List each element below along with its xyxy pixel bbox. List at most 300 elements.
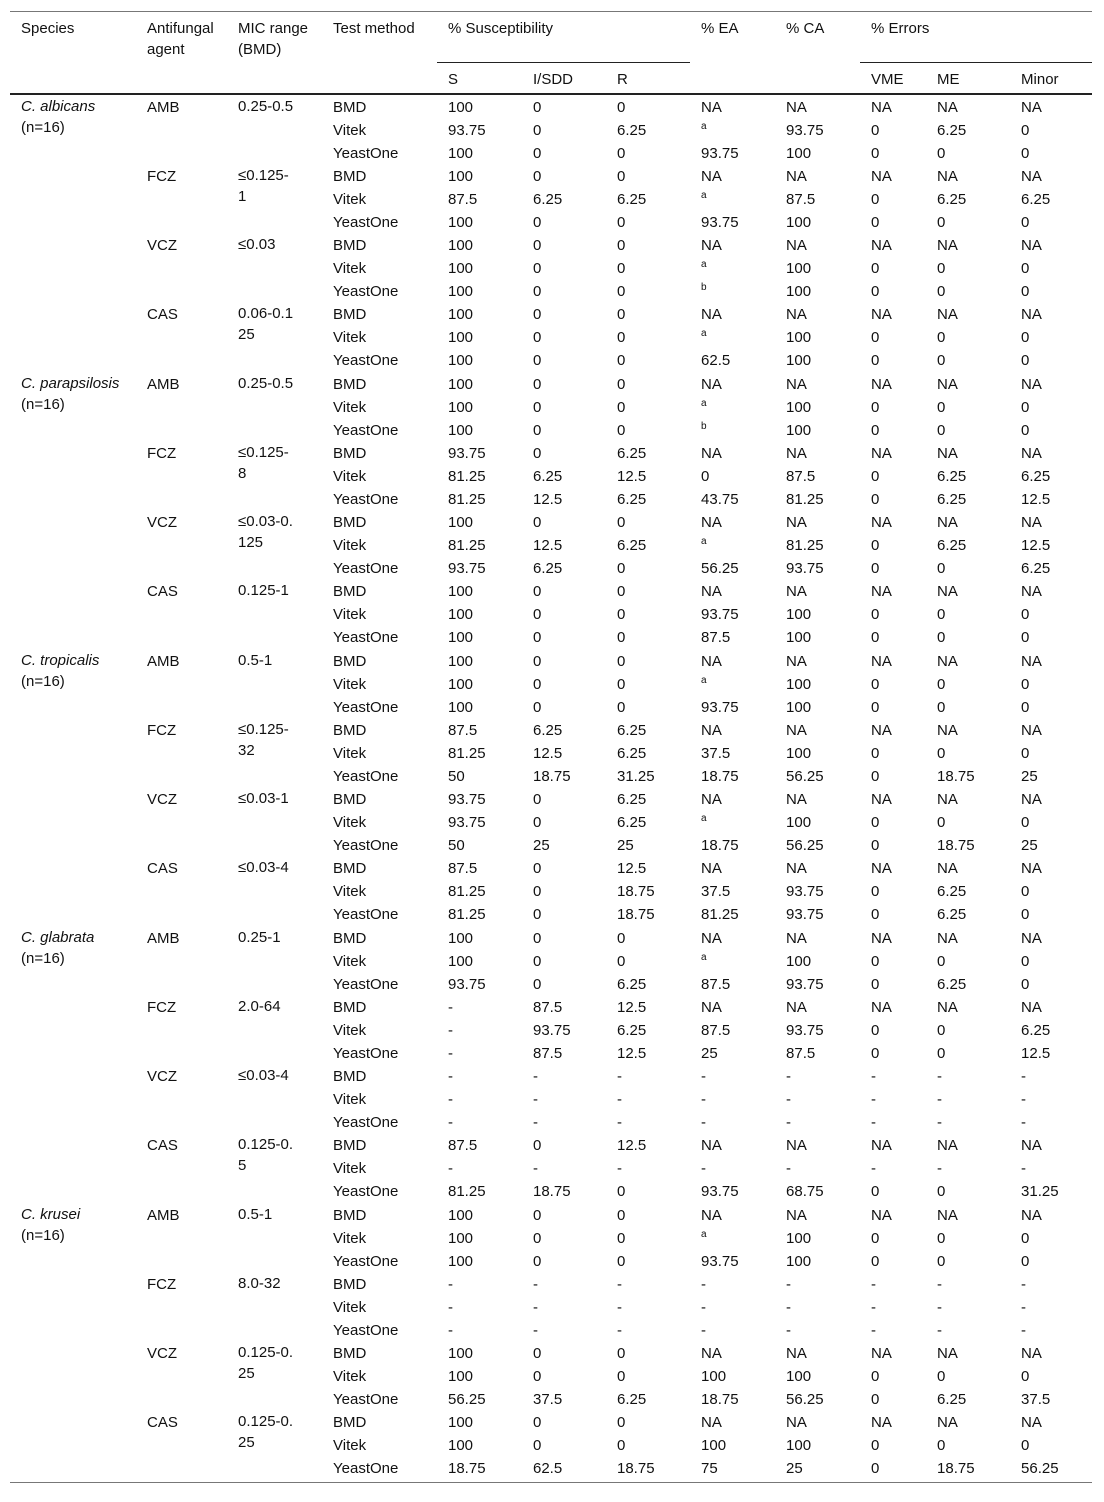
- value-cell: 0: [533, 606, 542, 623]
- species-count: (n=16): [21, 396, 65, 413]
- value-cell: NA: [701, 930, 722, 947]
- value-cell: -: [448, 1022, 453, 1039]
- mic-range-cell: 0.25-0.5: [238, 375, 294, 392]
- value-cell: -: [448, 1114, 453, 1131]
- method-cell: YeastOne: [333, 283, 399, 300]
- value-cell: 6.25: [1021, 560, 1051, 577]
- method-cell: Vitek: [333, 953, 367, 970]
- value-cell: -: [1021, 1068, 1027, 1085]
- agent-cell: VCZ: [147, 1068, 177, 1085]
- value-cell: 6.25: [937, 1391, 967, 1408]
- value-cell: 0: [871, 883, 880, 900]
- value-cell: [690, 1227, 775, 1250]
- header-method: Test method: [322, 12, 437, 95]
- mic-range-cell: 0.125-0.25: [238, 1344, 294, 1382]
- species-cell: [10, 94, 136, 372]
- agent-cell: CAS: [147, 1414, 178, 1431]
- agent-cell: CAS: [147, 1137, 178, 1154]
- value-cell: 0: [533, 376, 542, 393]
- value-cell: 0: [871, 422, 880, 439]
- value-cell: NA: [786, 1414, 807, 1431]
- value-cell: 18.75: [448, 1460, 486, 1477]
- value-cell: 87.5: [448, 191, 478, 208]
- table-row: [10, 511, 1092, 534]
- value-cell: 0: [1021, 699, 1030, 716]
- table-body: [10, 94, 1092, 1483]
- method-cell: BMD: [333, 1207, 367, 1224]
- value-cell: 93.75: [701, 606, 739, 623]
- value-cell: NA: [701, 722, 722, 739]
- value-cell: 0: [871, 145, 880, 162]
- method-cell: YeastOne: [333, 629, 399, 646]
- mic-range-cell: 0.25-0.5: [238, 98, 294, 115]
- value-cell: 12.5: [533, 537, 563, 554]
- value-cell: NA: [937, 99, 958, 116]
- value-cell: -: [1021, 1276, 1027, 1293]
- value-cell: 100: [786, 1437, 812, 1454]
- value-cell: 6.25: [617, 814, 647, 831]
- value-cell: NA: [786, 930, 807, 947]
- value-cell: 18.75: [701, 768, 739, 785]
- value-cell: 0: [617, 953, 626, 970]
- value-cell: NA: [871, 445, 892, 462]
- value-cell: 68.75: [786, 1183, 824, 1200]
- mic-range-cell: ≤0.03-0.125: [238, 513, 293, 551]
- agent-cell: VCZ: [147, 791, 177, 808]
- value-cell: 6.25: [1021, 191, 1051, 208]
- method-cell: YeastOne: [333, 976, 399, 993]
- value-cell: NA: [701, 306, 722, 323]
- value-cell: -: [786, 1299, 792, 1316]
- value-cell: 100: [448, 1345, 474, 1362]
- value-cell: [690, 534, 775, 557]
- value-cell: 0: [533, 653, 542, 670]
- value-cell: 87.5: [701, 976, 731, 993]
- value-cell: -: [786, 1322, 792, 1339]
- value-cell: 93.75: [786, 1022, 824, 1039]
- agent-cell: AMB: [147, 653, 180, 670]
- value-cell: 0: [871, 329, 880, 346]
- value-cell: 0: [617, 930, 626, 947]
- value-cell: 0: [533, 930, 542, 947]
- value-cell: -: [617, 1299, 622, 1316]
- value-cell: -: [786, 1114, 792, 1131]
- value-cell: 0: [617, 214, 626, 231]
- value-cell: 12.5: [617, 999, 647, 1016]
- value-cell: -: [701, 1091, 707, 1108]
- value-cell: 0: [533, 699, 542, 716]
- value-cell: 0: [871, 1183, 880, 1200]
- value-cell: 0: [1021, 976, 1030, 993]
- value-cell: 12.5: [617, 1137, 647, 1154]
- method-cell: Vitek: [333, 606, 367, 623]
- method-cell: Vitek: [333, 191, 367, 208]
- value-cell: 0: [871, 468, 880, 485]
- value-cell: 0: [617, 560, 626, 577]
- header-minor: Minor: [1010, 63, 1092, 95]
- value-cell: 6.25: [617, 791, 647, 808]
- value-cell: NA: [786, 653, 807, 670]
- value-cell: 100: [448, 514, 474, 531]
- value-cell: NA: [937, 306, 958, 323]
- value-cell: 0: [533, 791, 542, 808]
- value-cell: NA: [937, 1207, 958, 1224]
- value-cell: [690, 950, 775, 973]
- value-cell: 0: [871, 768, 880, 785]
- value-cell: NA: [1021, 376, 1042, 393]
- footnote-mark: a: [701, 328, 707, 339]
- species-name: C. tropicalis: [21, 652, 100, 669]
- value-cell: 6.25: [533, 722, 563, 739]
- value-cell: 0: [617, 1437, 626, 1454]
- value-cell: 100: [448, 306, 474, 323]
- value-cell: 100: [786, 1230, 812, 1247]
- value-cell: NA: [786, 99, 807, 116]
- table-row: [10, 165, 1092, 188]
- value-cell: 0: [617, 399, 626, 416]
- species-count: (n=16): [21, 119, 65, 136]
- header-errors: % Errors: [860, 12, 1092, 63]
- value-cell: 100: [786, 629, 812, 646]
- value-cell: 56.25: [786, 837, 824, 854]
- value-cell: 6.25: [937, 906, 967, 923]
- method-cell: BMD: [333, 1414, 367, 1431]
- footnote-mark: a: [701, 259, 707, 270]
- value-cell: 0: [533, 145, 542, 162]
- method-cell: YeastOne: [333, 1391, 399, 1408]
- value-cell: [690, 257, 775, 280]
- method-cell: Vitek: [333, 814, 367, 831]
- value-cell: 0: [871, 352, 880, 369]
- value-cell: NA: [701, 445, 722, 462]
- value-cell: -: [448, 999, 453, 1016]
- value-cell: 0: [617, 699, 626, 716]
- value-cell: NA: [871, 722, 892, 739]
- value-cell: 0: [1021, 883, 1030, 900]
- value-cell: 87.5: [786, 191, 816, 208]
- value-cell: NA: [937, 1137, 958, 1154]
- value-cell: NA: [786, 168, 807, 185]
- method-cell: BMD: [333, 722, 367, 739]
- value-cell: 0: [701, 468, 710, 485]
- header-agent: Antifungal agent: [136, 12, 227, 95]
- method-cell: YeastOne: [333, 1460, 399, 1477]
- value-cell: 6.25: [617, 745, 647, 762]
- value-cell: 0: [533, 329, 542, 346]
- method-cell: Vitek: [333, 1022, 367, 1039]
- footnote-mark: a: [701, 398, 707, 409]
- value-cell: 0: [617, 1368, 626, 1385]
- value-cell: 93.75: [448, 560, 486, 577]
- value-cell: 100: [448, 606, 474, 623]
- value-cell: -: [937, 1276, 943, 1293]
- value-cell: 100: [786, 953, 812, 970]
- species-name: C. glabrata: [21, 929, 95, 946]
- method-cell: BMD: [333, 168, 367, 185]
- value-cell: 0: [1021, 329, 1030, 346]
- value-cell: 0: [937, 1183, 946, 1200]
- header-ca: % CA: [775, 12, 860, 95]
- value-cell: -: [786, 1091, 792, 1108]
- footnote-mark: b: [701, 282, 707, 293]
- value-cell: 0: [871, 1045, 880, 1062]
- value-cell: 6.25: [617, 976, 647, 993]
- value-cell: 0: [617, 514, 626, 531]
- value-cell: NA: [1021, 306, 1042, 323]
- value-cell: 6.25: [617, 191, 647, 208]
- table-row: [10, 234, 1092, 257]
- method-cell: YeastOne: [333, 1045, 399, 1062]
- method-cell: Vitek: [333, 537, 367, 554]
- table-row: [10, 719, 1092, 742]
- value-cell: 0: [871, 1368, 880, 1385]
- value-cell: NA: [701, 583, 722, 600]
- value-cell: 0: [617, 352, 626, 369]
- mic-range-cell: ≤0.125-8: [238, 444, 289, 482]
- agent-cell: AMB: [147, 1207, 180, 1224]
- value-cell: 0: [617, 99, 626, 116]
- value-cell: 0: [937, 1437, 946, 1454]
- value-cell: 100: [448, 1207, 474, 1224]
- header-me: ME: [926, 63, 1010, 95]
- value-cell: 100: [786, 214, 812, 231]
- value-cell: NA: [786, 1137, 807, 1154]
- value-cell: NA: [786, 999, 807, 1016]
- value-cell: NA: [786, 722, 807, 739]
- value-cell: 93.75: [786, 883, 824, 900]
- value-cell: 0: [871, 191, 880, 208]
- value-cell: -: [1021, 1322, 1027, 1339]
- value-cell: 100: [786, 145, 812, 162]
- value-cell: 0: [533, 629, 542, 646]
- value-cell: 93.75: [448, 814, 486, 831]
- value-cell: 31.25: [1021, 1183, 1059, 1200]
- value-cell: NA: [871, 376, 892, 393]
- value-cell: NA: [871, 306, 892, 323]
- value-cell: 12.5: [533, 745, 563, 762]
- value-cell: NA: [786, 306, 807, 323]
- value-cell: 100: [448, 653, 474, 670]
- value-cell: 0: [871, 491, 880, 508]
- header-susceptibility: % Susceptibility: [437, 12, 690, 63]
- value-cell: NA: [937, 860, 958, 877]
- method-cell: BMD: [333, 1345, 367, 1362]
- value-cell: 100: [448, 583, 474, 600]
- value-cell: 0: [533, 906, 542, 923]
- value-cell: 6.25: [937, 122, 967, 139]
- value-cell: 100: [786, 283, 812, 300]
- value-cell: 0: [533, 122, 542, 139]
- method-cell: YeastOne: [333, 214, 399, 231]
- value-cell: 0: [533, 1414, 542, 1431]
- value-cell: 0: [617, 329, 626, 346]
- value-cell: 56.25: [448, 1391, 486, 1408]
- value-cell: NA: [701, 514, 722, 531]
- value-cell: 81.25: [786, 537, 824, 554]
- method-cell: BMD: [333, 930, 367, 947]
- value-cell: NA: [701, 237, 722, 254]
- value-cell: 81.25: [701, 906, 739, 923]
- value-cell: 100: [448, 283, 474, 300]
- value-cell: 56.25: [786, 1391, 824, 1408]
- method-cell: YeastOne: [333, 768, 399, 785]
- value-cell: 6.25: [617, 1022, 647, 1039]
- value-cell: NA: [871, 999, 892, 1016]
- value-cell: 100: [786, 352, 812, 369]
- value-cell: NA: [937, 722, 958, 739]
- value-cell: 81.25: [448, 906, 486, 923]
- value-cell: 0: [617, 1253, 626, 1270]
- value-cell: 0: [871, 814, 880, 831]
- value-cell: NA: [937, 445, 958, 462]
- value-cell: NA: [701, 1414, 722, 1431]
- value-cell: 100: [448, 629, 474, 646]
- value-cell: -: [533, 1160, 538, 1177]
- value-cell: 0: [1021, 260, 1030, 277]
- table-row: [10, 857, 1092, 880]
- value-cell: 100: [786, 676, 812, 693]
- value-cell: NA: [786, 1345, 807, 1362]
- value-cell: NA: [871, 860, 892, 877]
- value-cell: NA: [937, 1345, 958, 1362]
- mic-range-cell: 0.125-0.25: [238, 1413, 294, 1451]
- value-cell: 0: [871, 1437, 880, 1454]
- species-count: (n=16): [21, 673, 65, 690]
- method-cell: YeastOne: [333, 837, 399, 854]
- value-cell: 18.75: [701, 837, 739, 854]
- method-cell: BMD: [333, 445, 367, 462]
- value-cell: 0: [1021, 906, 1030, 923]
- value-cell: 0: [617, 1183, 626, 1200]
- value-cell: 0: [871, 260, 880, 277]
- value-cell: 100: [448, 1437, 474, 1454]
- method-cell: BMD: [333, 99, 367, 116]
- value-cell: 6.25: [533, 468, 563, 485]
- value-cell: -: [871, 1276, 877, 1293]
- value-cell: 75: [701, 1460, 718, 1477]
- value-cell: 0: [937, 399, 946, 416]
- agent-cell: AMB: [147, 99, 180, 116]
- value-cell: 0: [1021, 399, 1030, 416]
- method-cell: Vitek: [333, 399, 367, 416]
- value-cell: 0: [533, 168, 542, 185]
- value-cell: NA: [871, 1137, 892, 1154]
- value-cell: -: [448, 1322, 453, 1339]
- value-cell: 0: [937, 629, 946, 646]
- value-cell: 6.25: [1021, 468, 1051, 485]
- value-cell: 12.5: [533, 491, 563, 508]
- value-cell: 62.5: [533, 1460, 563, 1477]
- value-cell: 100: [786, 699, 812, 716]
- method-cell: YeastOne: [333, 1114, 399, 1131]
- value-cell: 0: [617, 583, 626, 600]
- value-cell: 100: [448, 214, 474, 231]
- value-cell: NA: [937, 1414, 958, 1431]
- table-row: [10, 442, 1092, 465]
- value-cell: 0: [1021, 1437, 1030, 1454]
- value-cell: 100: [786, 260, 812, 277]
- value-cell: 37.5: [533, 1391, 563, 1408]
- value-cell: 0: [871, 953, 880, 970]
- value-cell: NA: [701, 1207, 722, 1224]
- value-cell: 0: [617, 676, 626, 693]
- value-cell: 100: [448, 145, 474, 162]
- value-cell: 0: [533, 399, 542, 416]
- value-cell: 100: [786, 1253, 812, 1270]
- value-cell: 56.25: [786, 768, 824, 785]
- mic-range-cell: 0.125-1: [238, 582, 289, 599]
- mic-range-cell: 0.5-1: [238, 652, 273, 669]
- value-cell: 0: [937, 352, 946, 369]
- table-row: [10, 1134, 1092, 1157]
- value-cell: 0: [533, 1230, 542, 1247]
- value-cell: NA: [701, 1345, 722, 1362]
- value-cell: 0: [533, 883, 542, 900]
- value-cell: 0: [533, 1137, 542, 1154]
- value-cell: -: [871, 1091, 877, 1108]
- value-cell: 12.5: [617, 1045, 647, 1062]
- mic-range-cell: ≤0.03-4: [238, 859, 289, 876]
- footnote-mark: a: [701, 1229, 707, 1240]
- value-cell: 87.5: [533, 999, 563, 1016]
- value-cell: 0: [617, 422, 626, 439]
- value-cell: 100: [448, 699, 474, 716]
- method-cell: BMD: [333, 237, 367, 254]
- value-cell: 6.25: [937, 976, 967, 993]
- value-cell: 0: [617, 145, 626, 162]
- method-cell: Vitek: [333, 329, 367, 346]
- value-cell: NA: [701, 168, 722, 185]
- value-cell: 12.5: [617, 468, 647, 485]
- mic-range-cell: ≤0.03-1: [238, 790, 289, 807]
- value-cell: -: [1021, 1114, 1027, 1131]
- footnote-mark: a: [701, 190, 707, 201]
- value-cell: 0: [617, 260, 626, 277]
- value-cell: -: [533, 1322, 538, 1339]
- value-cell: 100: [448, 953, 474, 970]
- method-cell: Vitek: [333, 745, 367, 762]
- method-cell: BMD: [333, 791, 367, 808]
- value-cell: -: [533, 1091, 538, 1108]
- value-cell: 93.75: [786, 976, 824, 993]
- value-cell: 100: [448, 1253, 474, 1270]
- value-cell: NA: [786, 445, 807, 462]
- value-cell: 56.25: [1021, 1460, 1059, 1477]
- value-cell: 81.25: [448, 468, 486, 485]
- header-species: Species: [10, 12, 136, 95]
- agent-cell: FCZ: [147, 445, 177, 462]
- footnote-mark: b: [701, 421, 707, 432]
- value-cell: NA: [701, 653, 722, 670]
- value-cell: 25: [617, 837, 634, 854]
- agent-cell: CAS: [147, 583, 178, 600]
- mic-range-cell: 0.125-0.5: [238, 1136, 294, 1174]
- value-cell: 0: [533, 306, 542, 323]
- value-cell: 0: [533, 352, 542, 369]
- value-cell: 0: [1021, 745, 1030, 762]
- header-r: R: [606, 63, 690, 95]
- value-cell: 6.25: [937, 537, 967, 554]
- method-cell: YeastOne: [333, 145, 399, 162]
- value-cell: 0: [617, 376, 626, 393]
- value-cell: NA: [701, 1137, 722, 1154]
- value-cell: 100: [448, 352, 474, 369]
- value-cell: 25: [533, 837, 550, 854]
- value-cell: 100: [701, 1437, 727, 1454]
- value-cell: -: [871, 1114, 877, 1131]
- value-cell: 0: [533, 237, 542, 254]
- table-row: [10, 1203, 1092, 1227]
